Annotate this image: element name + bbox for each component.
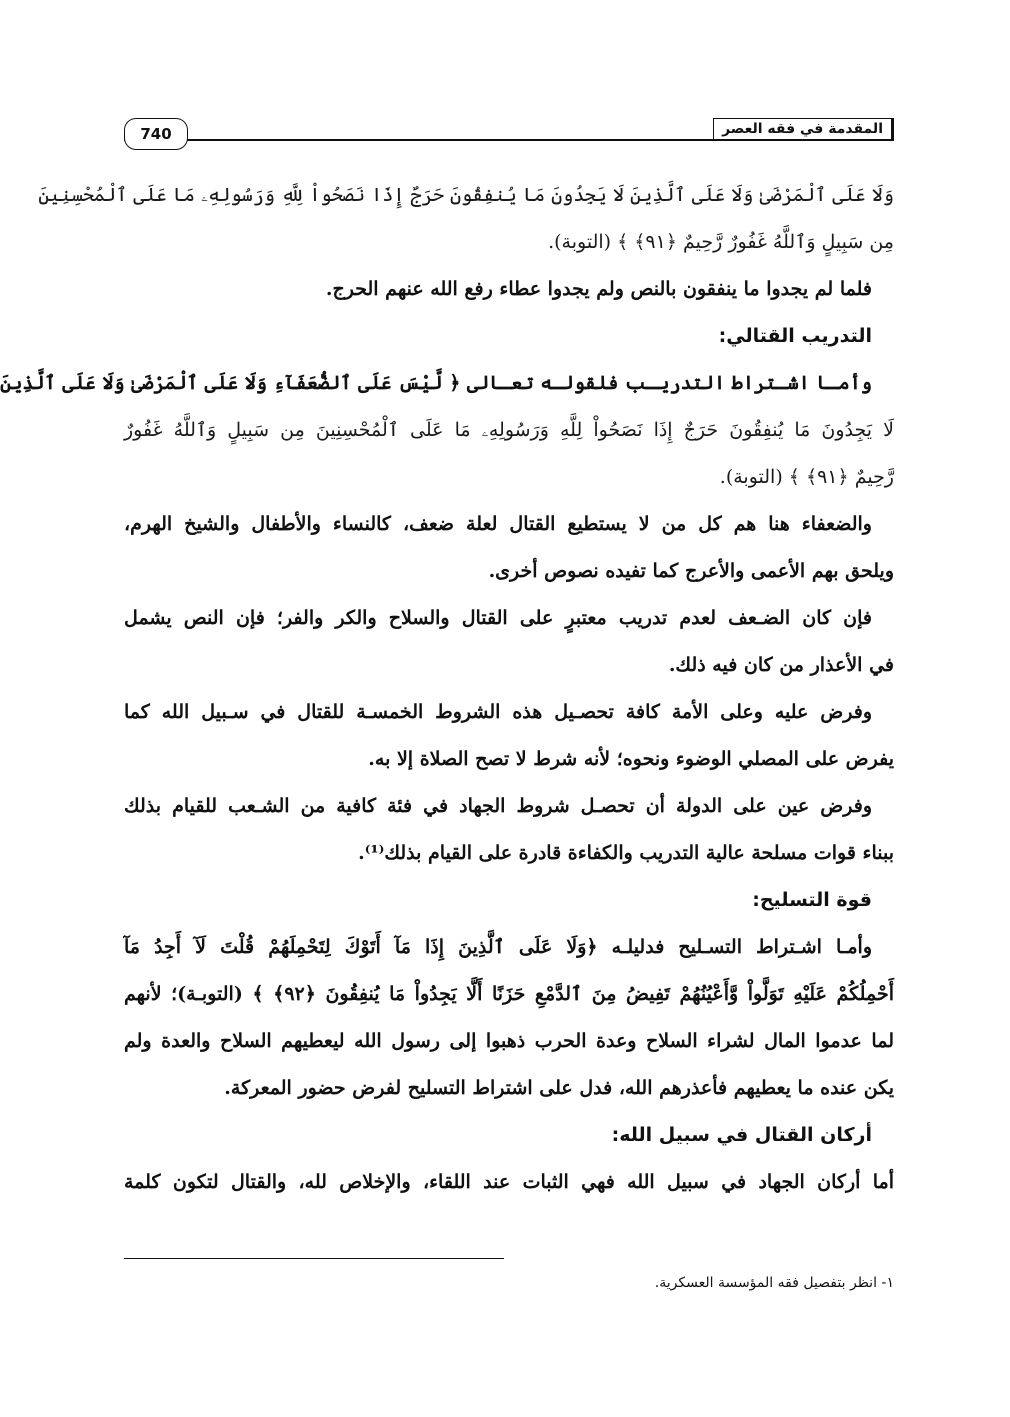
footnote-separator — [124, 1258, 504, 1259]
page-body — [0, 172, 894, 1206]
paragraph-line: يفرض على المصلي الوضوء ونحوه؛ لأنه شرط لا تصح الصلاة إلا به. — [368, 748, 894, 770]
paragraph-line: ويلحق بهم الأعمى والأعرج كما تفيده نصوص أخرى. — [488, 560, 894, 582]
footnote: ١- انظر بتفصيل فقه المؤسسة العسكرية. — [654, 1275, 894, 1291]
paragraph-line: وأمـا اشـتراط التسـليح فدليلـه ﴿وَلَا عَلَى ٱلَّذِينَ إِذَا مَآ أَتَوْكَ لِتَحْمِلَهُمْ قُلْتَ لَآ أَجِدُ مَآ — [124, 936, 872, 958]
paragraph-line: وفرض عليه وعلى الأمة كافة تحصـيل هذه الشروط الخمسـة للقتال في سـبيل الله كما — [124, 701, 872, 723]
paragraph-line: لما عدموا المال لشراء السلاح وعدة الحرب ذهبوا إلى رسول الله ليعطيهم السلاح والعدة ولم — [124, 1030, 894, 1052]
paragraph-line: والضعفاء هنا هم كل من لا يستطيع القتال لعلة ضعف، كالنساء والأطفال والشيخ الهرم، — [124, 513, 872, 535]
quran-verse-line: رَّحِيمٌ ﴿٩١﴾ ﴾ (التوبة). — [719, 466, 894, 488]
paragraph-line: وفرض عين على الدولة أن تحصـل شروط الجهاد في فئة كافية من الشـعب للقيام بذلك — [124, 795, 872, 817]
section-heading-combat-training: التدريب القتالي: — [718, 325, 872, 347]
paragraph-line: وأمـا اشـتراط التدريـب فلقولـه تعـالى ﴿ لَّيْسَ عَلَى ٱلضُّعَفَآءِ وَلَا عَلَى ٱلْمَرْضَىٰ وَلَا عَلَى ٱلَّذِينَ — [0, 372, 872, 394]
page-header — [124, 118, 894, 143]
paragraph-line: أما أركان الجهاد في سبيل الله فهي الثبات عند اللقاء، والإخلاص لله، والقتال لتكون كلمة — [124, 1171, 894, 1193]
header-rule — [124, 139, 894, 141]
paragraph-line: أَحْمِلُكُمْ عَلَيْهِ تَوَلَّواْ وَّأَعْيُنُهُمْ تَفِيضُ مِنَ ٱلدَّمْعِ حَزَنًا أَلَّا يَجِدُواْ مَا يُنفِقُونَ ﴿٩٢﴾ ﴾ (التوبـة)؛ لأنهم — [124, 983, 894, 1005]
paragraph-line: في الأعذار من كان فيه ذلك. — [668, 654, 894, 676]
page-number: 740 — [124, 118, 188, 150]
book-title: المقدمة في فقه العصر — [713, 118, 894, 139]
section-heading-pillars-of-fighting: أركان القتال في سبيل الله: — [611, 1124, 872, 1146]
paragraph-line: فإن كان الضـعف لعدم تدريب معتبرٍ على القتال والسلاح والكر والفر؛ فإن النص يشمل — [124, 607, 872, 629]
quran-verse-line: مِن سَبِيلٍ وَٱللَّهُ غَفُورٌ رَّحِيمٌ ﴿٩١﴾ ﴾ (التوبة). — [548, 231, 894, 253]
section-heading-armament: قوة التسليح: — [752, 889, 872, 911]
paragraph-line: يكن عنده ما يعطيهم فأعذرهم الله، فدل على اشتراط التسليح لفرض حضور المعركة. — [224, 1077, 894, 1099]
quran-verse-line: لَا يَجِدُونَ مَا يُنفِقُونَ حَرَجٌ إِذَا نَصَحُواْ لِلَّهِ وَرَسُولِهِۦ مَا عَلَى ٱلْمُحْسِنِينَ مِن سَبِيلٍ وَٱللَّهُ غَفُورٌ — [124, 419, 894, 441]
quran-verse-line: وَلَا عَلَى ٱلْمَرْضَىٰ وَلَا عَلَى ٱلَّذِينَ لَا يَجِدُونَ مَا يُنفِقُونَ حَرَجٌ إِذَا نَصَحُواْ لِلَّهِ وَرَسُولِهِۦ مَا عَلَى ٱلْمُحْسِنِينَ — [38, 184, 894, 206]
paragraph-line: ببناء قوات مسلحة عالية التدريب والكفاءة قادرة على القيام بذلك⁽¹⁾. — [358, 842, 894, 864]
paragraph-line: فلما لم يجدوا ما ينفقون بالنص ولم يجدوا عطاء رفع الله عنهم الحرج. — [325, 278, 872, 300]
